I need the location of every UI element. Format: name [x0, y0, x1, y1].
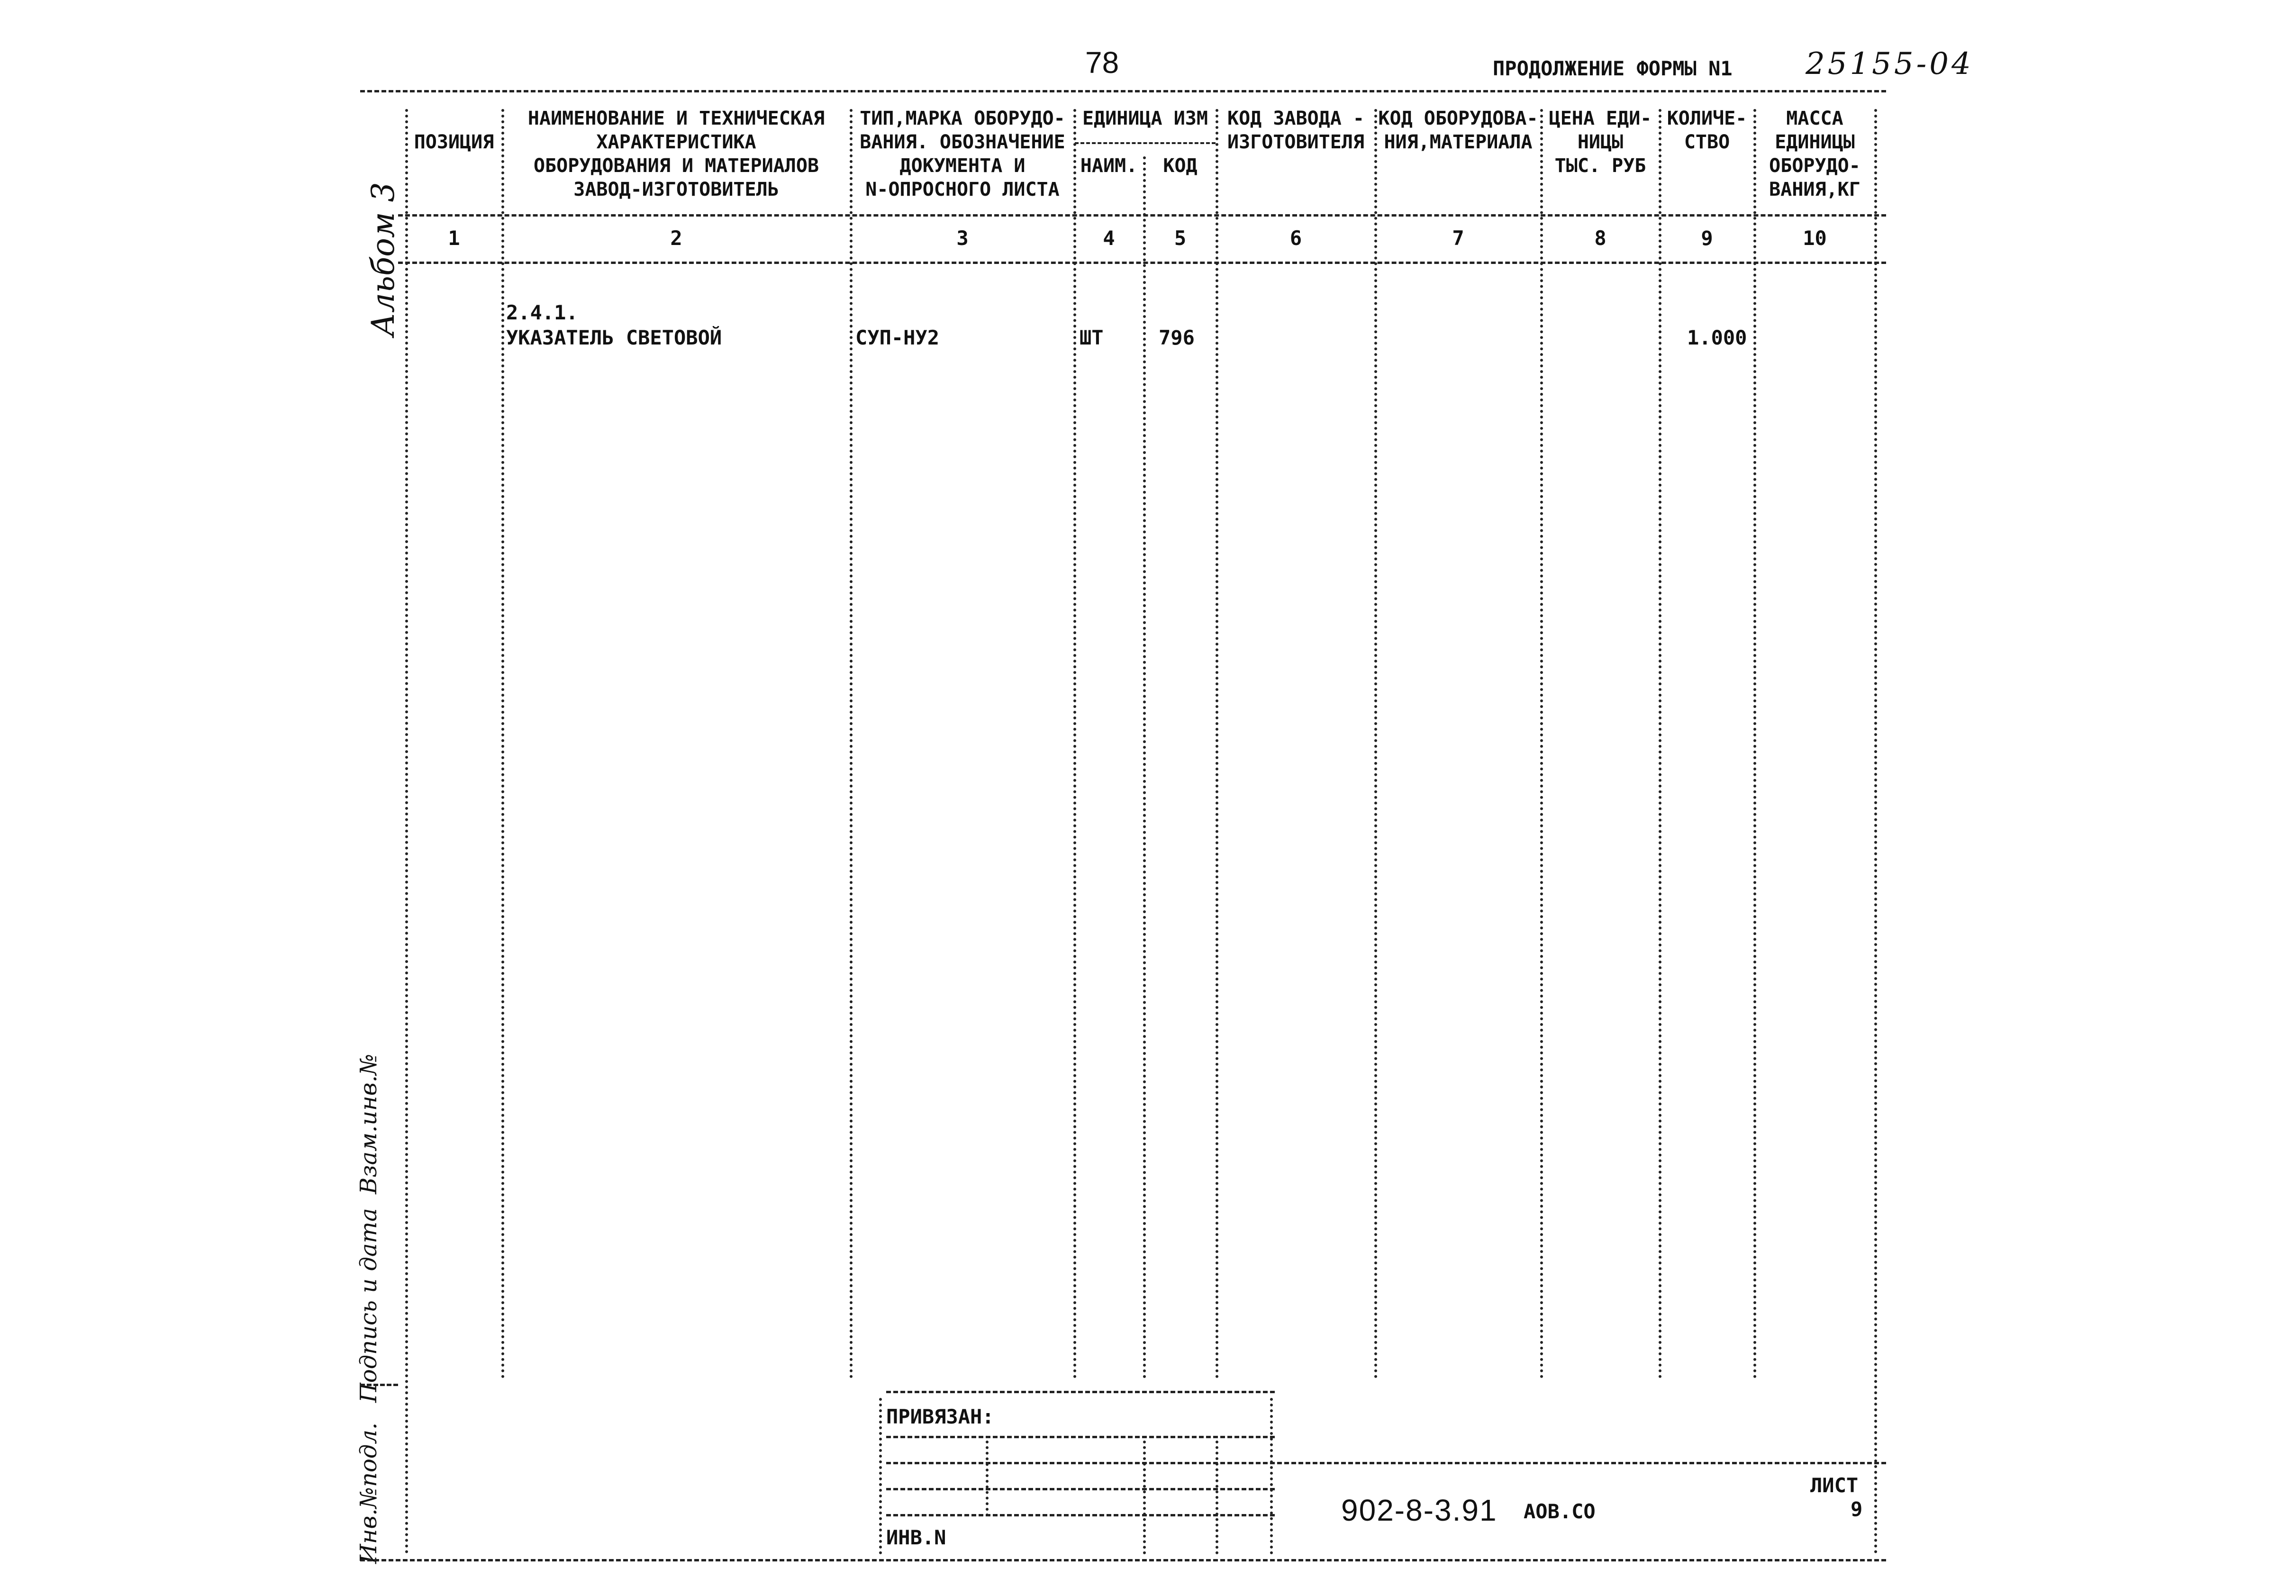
row-2-quantity: 1.000: [1687, 326, 1747, 349]
form-title: ПРОДОЛЖЕНИЕ ФОРМЫ N1: [1493, 57, 1733, 80]
header-unit-code: КОД: [1163, 155, 1198, 177]
rule-header-bottom: [398, 214, 1886, 217]
colnum-9: 9: [1701, 227, 1713, 250]
header-equipment-code: КОД ОБОРУДОВА- НИЯ,МАТЕРИАЛА: [1378, 108, 1538, 153]
rule-stamp-3: [886, 1462, 1886, 1464]
row-2-unit: ШТ: [1080, 326, 1104, 349]
colnum-2: 2: [670, 227, 682, 250]
colnum-6: 6: [1289, 227, 1302, 250]
colnum-3: 3: [956, 227, 969, 250]
col-sep-7: [1540, 109, 1543, 1379]
header-name: НАИМЕНОВАНИЕ И ТЕХНИЧЕСКАЯ ХАРАКТЕРИСТИКА ОБОРУДОВАНИЯ И МАТЕРИАЛОВ ЗАВОД-ИЗГОТОВИТЕЛЬ: [527, 108, 825, 200]
header-unit-rule: [1075, 142, 1216, 144]
header-quantity: КОЛИЧЕ- СТВО: [1667, 108, 1747, 153]
side-label-inv-podl: Инв.№подл.: [355, 1422, 382, 1564]
header-position: ПОЗИЦИЯ: [414, 131, 494, 153]
row-1-name: 2.4.1.: [506, 301, 578, 324]
row-2-type: СУП-НУ2: [855, 326, 940, 349]
colnum-10: 10: [1803, 227, 1827, 250]
handwritten-code: 25155-04: [1806, 46, 1974, 82]
colnum-4: 4: [1103, 227, 1115, 250]
col-sep-8: [1659, 109, 1661, 1379]
side-label-podpis-data: Подпись и дата: [355, 1208, 382, 1403]
stamp-sep-c: [1216, 1441, 1218, 1554]
rule-top: [360, 90, 1886, 92]
side-label-vzam-inv: Взам.инв.№: [355, 1053, 382, 1194]
header-type: ТИП,МАРКА ОБОРУДО- ВАНИЯ. ОБОЗНАЧЕНИЕ ДОКУМЕНТА И N-ОПРОСНОГО ЛИСТА: [860, 108, 1065, 200]
col-sep-1: [501, 109, 504, 1379]
stamp-sep-a: [1270, 1398, 1273, 1554]
rule-colnum-bottom: [398, 262, 1886, 264]
colnum-5: 5: [1174, 227, 1187, 250]
col-sep-6: [1374, 109, 1377, 1379]
col-sep-2: [850, 109, 853, 1379]
stamp-sep-e: [879, 1398, 882, 1554]
col-sep-10: [1874, 109, 1877, 1554]
row-2-unit-code: 796: [1159, 326, 1195, 349]
header-unit-name: НАИМ.: [1080, 155, 1138, 177]
page-number: 78: [1085, 45, 1119, 80]
stamp-suffix: АОВ.СО: [1524, 1500, 1596, 1523]
header-unit: ЕДИНИЦА ИЗМ: [1082, 108, 1208, 129]
stamp-sep-b: [1143, 1441, 1146, 1554]
rule-side-1: [360, 1384, 398, 1386]
col-sep-5: [1216, 109, 1218, 1379]
rule-stamp-top: [886, 1391, 1275, 1393]
stamp-inv-n: ИНВ.N: [886, 1526, 946, 1549]
stamp-sheet-number: 9: [1851, 1497, 1863, 1521]
col-sep-4: [1143, 156, 1146, 1379]
colnum-7: 7: [1452, 227, 1464, 250]
col-sep-3: [1073, 109, 1076, 1379]
rule-bottom: [360, 1559, 1886, 1561]
header-mass: МАССА ЕДИНИЦЫ ОБОРУДО- ВАНИЯ,КГ: [1769, 108, 1860, 200]
colnum-8: 8: [1594, 227, 1606, 250]
stamp-designation: 902-8-3.91: [1341, 1493, 1497, 1527]
header-factory-code: КОД ЗАВОДА - ИЗГОТОВИТЕЛЯ: [1227, 108, 1364, 153]
stamp-sep-d: [986, 1441, 989, 1516]
colnum-1: 1: [448, 227, 460, 250]
stamp-sheet-label: ЛИСТ: [1810, 1474, 1859, 1497]
rule-stamp-2: [886, 1436, 1275, 1438]
col-sep-0: [405, 109, 408, 1554]
side-label-album: Альбом 3: [365, 182, 401, 336]
header-price: ЦЕНА ЕДИ- НИЦЫ ТЫС. РУБ: [1549, 108, 1652, 177]
stamp-privyazan: ПРИВЯЗАН:: [886, 1405, 994, 1428]
row-2-name: УКАЗАТЕЛЬ СВЕТОВОЙ: [506, 326, 722, 349]
col-sep-9: [1753, 109, 1756, 1379]
